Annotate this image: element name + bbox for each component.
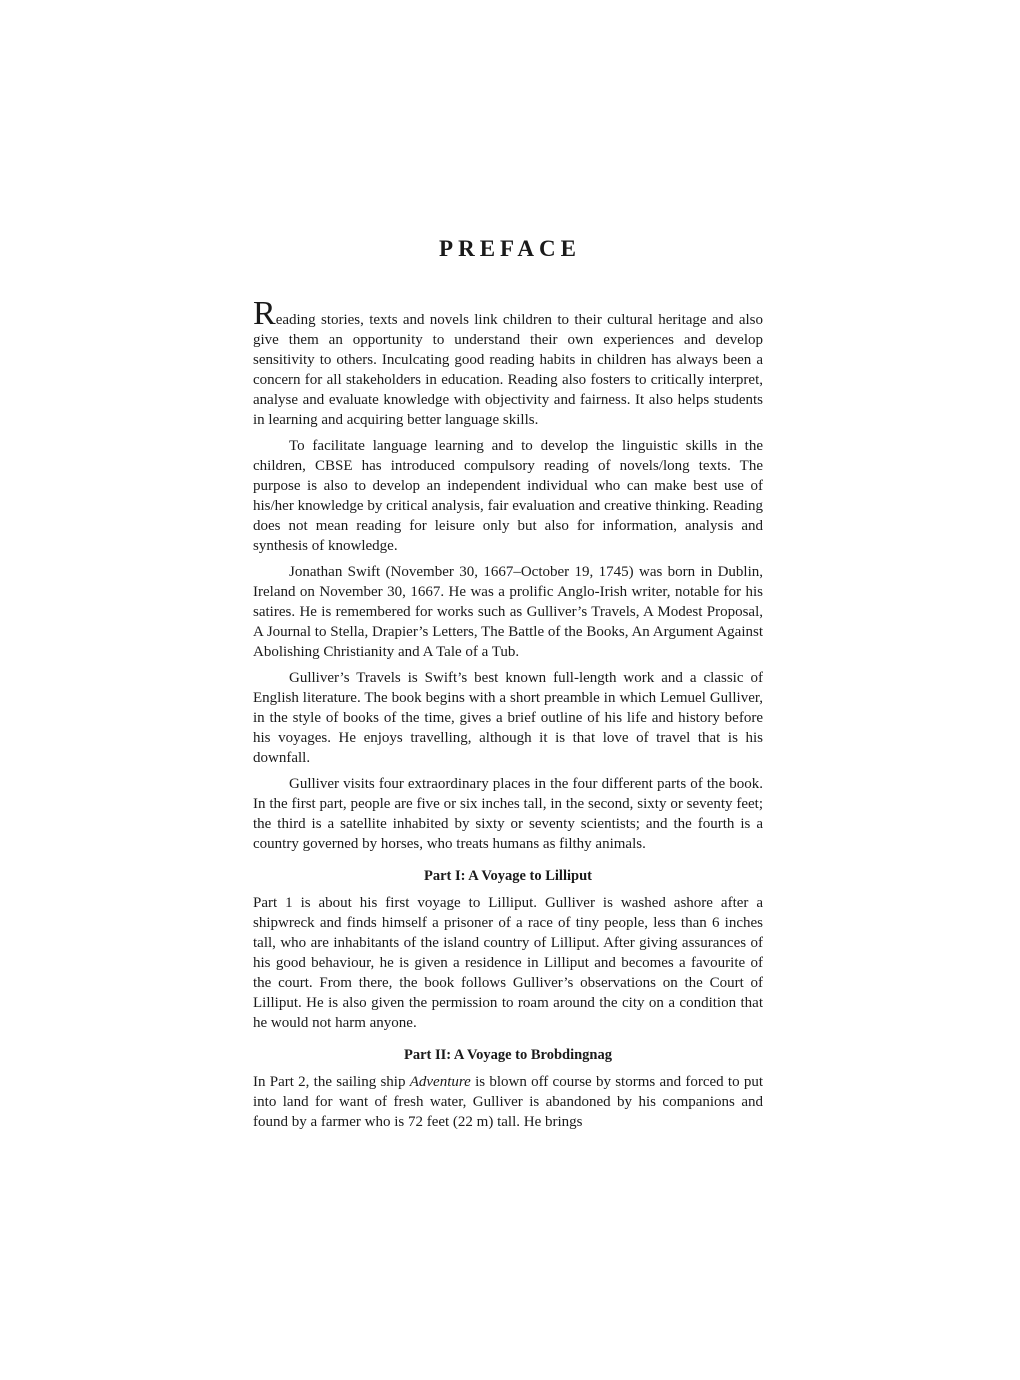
page-title: PREFACE — [439, 236, 581, 261]
section-heading-part1: Part I: A Voyage to Lilliput — [424, 868, 592, 884]
paragraph-gullivers-travels: Gulliver’s Travels is Swift’s best known full-length work and a classic of English literature. The book begins with a short preamble in which Lemuel Gulliver, in the style of books of the time, gives a brief outline of his life and history before his voyages. He enjoys travelling, although it is that love of travel that is his downfall. — [253, 670, 763, 766]
paragraph-part2 — [253, 1072, 763, 1132]
ship-name: Adventure — [409, 1074, 471, 1090]
paragraph-four-places: Gulliver visits four extraordinary places in the four different parts of the book. In the first part, people are five or six inches tall, in the second, sixty or seventy feet; the third is a satellite inhabited by sixty or seventy scientists; and the fourth is a country governed by horses, who treats humans as filthy animals. — [253, 776, 763, 852]
paragraph-text: is blown off course by storms and forced to put into land for want of fresh water, Gulliver is abandoned by his companions and found by a farmer who is 72 feet (22 m) tall. He brings — [253, 1074, 763, 1130]
paragraph-cbse: To facilitate language learning and to develop the linguistic skills in the children, CBSE has introduced compulsory reading of novels/long texts. The purpose is also to develop an independent individual who can make best use of his/her knowledge by critical analysis, fair evaluation and creative thinking. Reading does not mean reading for leisure only but also for information, analysis and synthesis of knowledge. — [253, 438, 763, 554]
paragraph-swift-bio: Jonathan Swift (November 30, 1667–October 19, 1745) was born in Dublin, Ireland on November 30, 1667. He was a prolific Anglo-Irish writer, notable for his satires. He is remembered for works such as Gulliver’s Travels, A Modest Proposal, A Journal to Stella, Drapier’s Letters, The Battle of the Books, An Argument Against Abolishing Christianity and A Tale of a Tub. — [253, 564, 763, 660]
preface-body — [253, 295, 763, 1138]
paragraph-text: eading stories, texts and novels link children to their cultural heritage and also give them an opportunity to understand their own experiences and develop sensitivity to others. Inculcating good reading habits in children has always been a concern for all stakeholders in education. Reading also fosters to critically interpret, analyse and evaluate knowledge with objectivity and fairness. It also helps students in learning and acquiring better language skills. — [253, 312, 763, 428]
paragraph-intro — [253, 295, 763, 430]
drop-cap: R — [253, 295, 276, 332]
paragraph-part1: Part 1 is about his first voyage to Lilliput. Gulliver is washed ashore after a shipwreck and finds himself a prisoner of a race of tiny people, less than 6 inches tall, who are inhabitants of the island country of Lilliput. After giving assurances of his good behaviour, he is given a residence in Lilliput and becomes a favourite of the court. From there, the book follows Gulliver’s observations on the Court of Lilliput. He is also given the permission to roam around the city on a condition that he would not harm anyone. — [253, 895, 763, 1031]
section-heading-part2: Part II: A Voyage to Brobdingnag — [403, 1047, 612, 1063]
paragraph-text: In Part 2, the sailing ship — [253, 1074, 410, 1090]
